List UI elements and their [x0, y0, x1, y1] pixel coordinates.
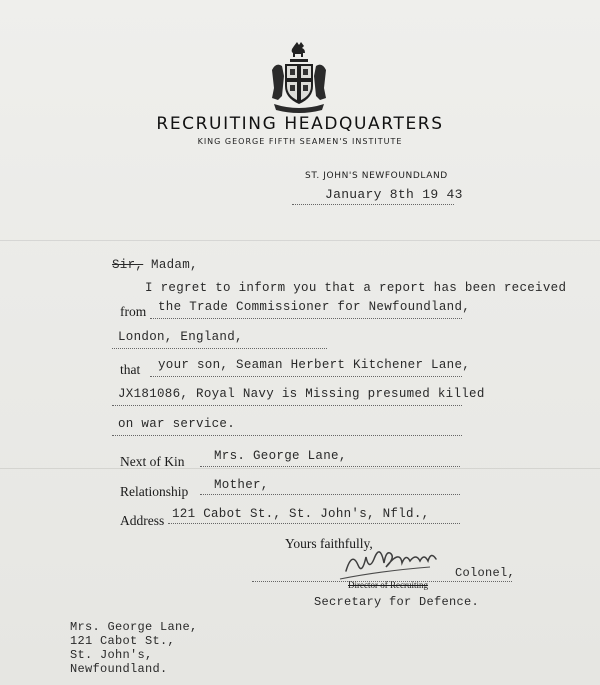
letterhead-title: RECRUITING HEADQUARTERS — [156, 114, 444, 134]
from-line-2-rule — [112, 348, 327, 349]
letterhead-location: ST. JOHN'S NEWFOUNDLAND — [305, 171, 448, 181]
recipient-line-4: Newfoundland. — [70, 662, 168, 676]
recipient-line-2: 121 Cabot St., — [70, 634, 176, 648]
that-line-1-rule — [150, 376, 462, 377]
next-of-kin-rule — [200, 466, 460, 467]
from-line-2: London, England, — [118, 330, 243, 344]
yours-faithfully: Yours faithfully, — [285, 536, 373, 551]
that-line-1: your son, Seaman Herbert Kitchener Lane, — [158, 358, 471, 372]
struck-title: Director of Recruiting — [348, 580, 428, 590]
that-label: that — [120, 362, 141, 377]
address-label: Address — [120, 513, 165, 528]
body-intro: I regret to inform you that a report has been received — [145, 281, 567, 295]
from-label: from — [120, 304, 147, 319]
salutation-struck: Sir, — [112, 258, 144, 272]
that-line-3-rule — [112, 435, 462, 436]
that-line-2-rule — [112, 405, 462, 406]
salutation — [112, 258, 198, 272]
that-line-3: on war service. — [118, 417, 236, 431]
from-line-1: the Trade Commissioner for Newfoundland, — [158, 300, 471, 314]
address-rule — [168, 523, 460, 524]
closing-rank: Colonel, — [455, 566, 516, 580]
next-of-kin-value: Mrs. George Lane, — [214, 449, 347, 463]
address-value: 121 Cabot St., St. John's, Nfld., — [172, 507, 430, 521]
recipient-line-3: St. John's, — [70, 648, 153, 662]
paper-fold — [0, 240, 600, 241]
closing-title: Secretary for Defence. — [314, 595, 480, 609]
recipient-line-1: Mrs. George Lane, — [70, 620, 198, 634]
salutation-text: Madam, — [151, 258, 198, 272]
paper-fold — [0, 468, 600, 469]
next-of-kin-label: Next of Kin — [120, 454, 185, 469]
date-line — [292, 204, 454, 205]
newfoundland-crest-icon — [266, 40, 332, 114]
letter-date: January 8th 19 43 — [325, 187, 463, 202]
relationship-rule — [200, 494, 460, 495]
from-line-1-rule — [150, 318, 462, 319]
that-line-2: JX181086, Royal Navy is Missing presumed killed — [118, 387, 485, 401]
relationship-label: Relationship — [120, 484, 189, 499]
letterhead-subtitle: KING GEORGE FIFTH SEAMEN'S INSTITUTE — [197, 137, 403, 146]
relationship-value: Mother, — [214, 478, 269, 492]
